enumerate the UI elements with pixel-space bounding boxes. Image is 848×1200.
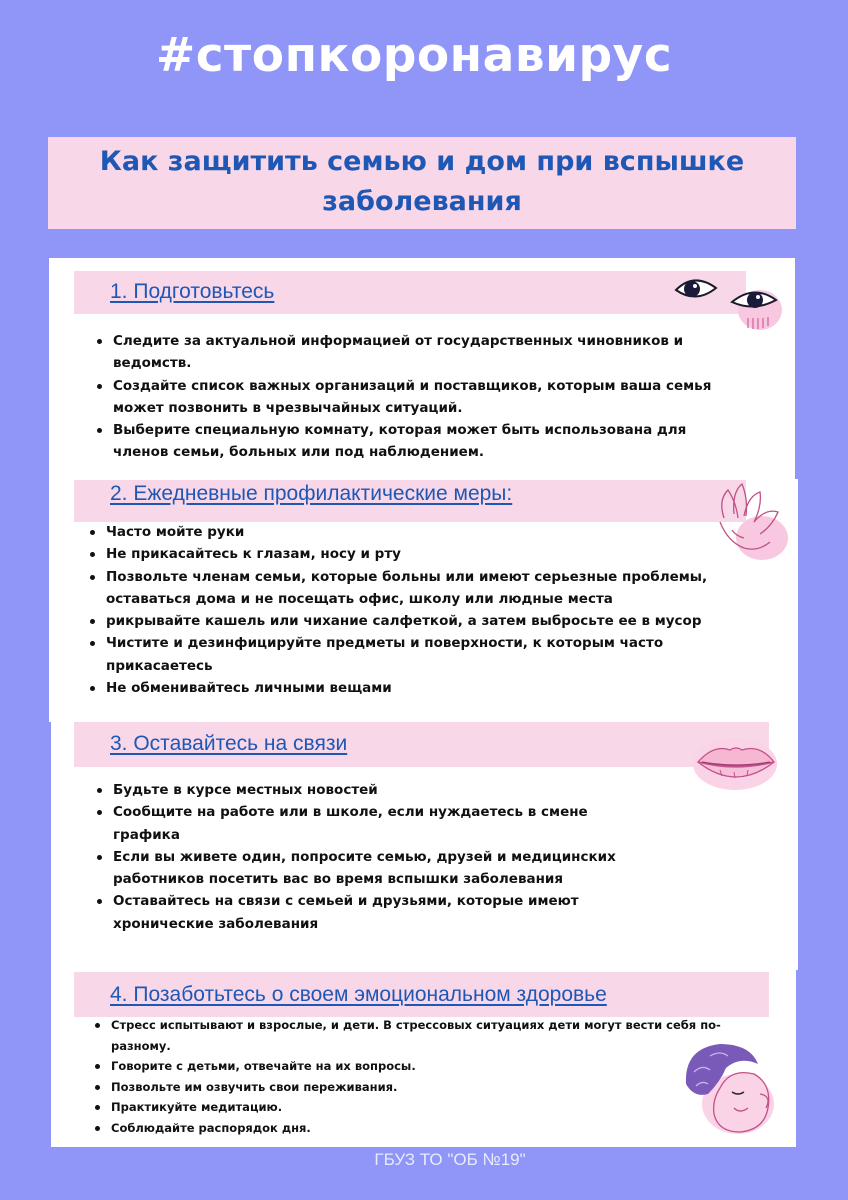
section-3-list [97, 779, 637, 935]
page-title: Как защитить семью и дом при вспышке заболевания [48, 137, 796, 229]
list-item: Не прикасайтесь к глазам, носу и рту [90, 543, 740, 565]
list-item: Позвольте членам семьи, которые больны или имеют серьезные проблемы, оставаться дома и не посещать офис, школу или людные места [90, 566, 740, 611]
list-item: Соблюдайте распорядок дня. [95, 1118, 755, 1139]
list-item: Говорите с детьми, отвечайте на их вопросы. [95, 1056, 755, 1077]
list-item: Сообщите на работе или в школе, если нуждаетесь в смене графика [97, 801, 637, 846]
list-item: Позвольте им озвучить свои переживания. [95, 1077, 755, 1098]
list-item: Стресс испытывают и взрослые, и дети. В стрессовых ситуациях дети могут вести себя по-разному. [95, 1015, 755, 1056]
section-1-list [97, 330, 727, 464]
list-item: Выберите специальную комнату, которая может быть использована для членов семьи, больных или под наблюдением. [97, 419, 727, 464]
list-item: рикрывайте кашель или чихание салфеткой, а затем выбросьте ее в мусор [90, 610, 740, 632]
lips-icon [690, 730, 780, 792]
list-item: Часто мойте руки [90, 521, 740, 543]
list-item: Практикуйте медитацию. [95, 1097, 755, 1118]
list-item: Будьте в курсе местных новостей [97, 779, 637, 801]
section-2-list [90, 521, 740, 699]
list-item: Если вы живете один, попросите семью, друзей и медицинских работников посетить вас во время вспышки заболевания [97, 846, 637, 891]
section-3-heading: 3. Оставайтесь на связи [110, 732, 348, 755]
list-item: Чистите и дезинфицируйте предметы и поверхности, к которым часто прикасаетесь [90, 632, 740, 677]
section-4-heading: 4. Позаботьтесь о своем эмоциональном здоровье [110, 983, 607, 1006]
hashtag-title: #стопкоронавирус [155, 28, 673, 83]
eyes-icon [672, 268, 782, 336]
list-item: Следите за актуальной информацией от государственных чиновников и ведомств. [97, 330, 727, 375]
list-item: Оставайтесь на связи с семьей и друзьями, которые имеют хронические заболевания [97, 890, 637, 935]
section-1-heading: 1. Подготовьтесь [110, 280, 275, 303]
list-item: Создайте список важных организаций и поставщиков, которым ваша семья может позвонить в чрезвычайных ситуаций. [97, 375, 727, 420]
footer-organization: ГБУЗ ТО "ОБ №19" [374, 1150, 526, 1169]
section-2-heading: 2. Ежедневные профилактические меры: [110, 482, 513, 505]
list-item: Не обменивайтесь личными вещами [90, 677, 740, 699]
section-4-list [95, 1015, 755, 1138]
